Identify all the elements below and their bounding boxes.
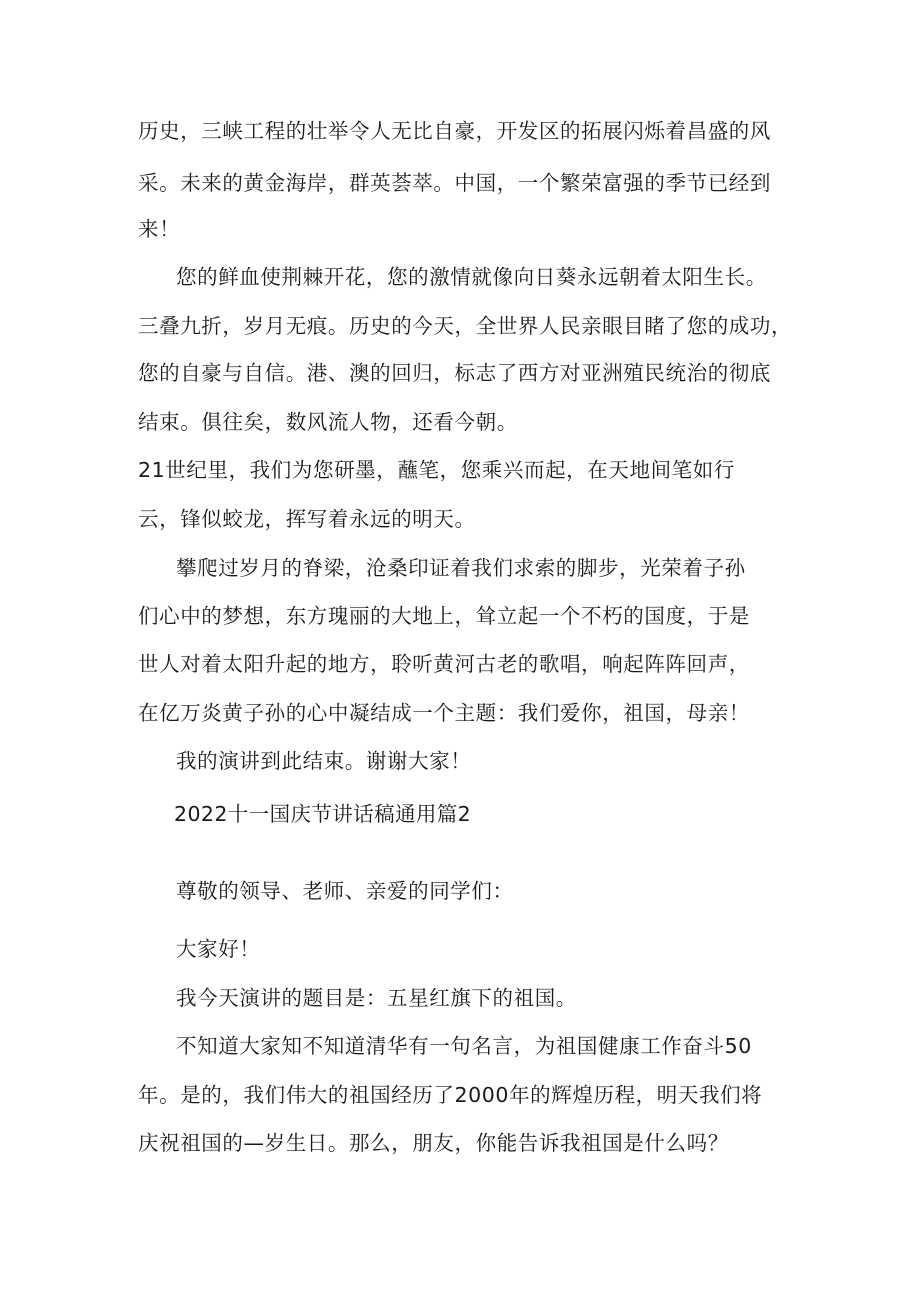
paragraph-line: 您的自豪与自信。港、澳的回归，标志了西方对亚洲殖民统治的彻底 <box>138 361 771 385</box>
paragraph-line: 世人对着太阳升起的地方，聆听黄河古老的歌唱，响起阵阵回声， <box>138 652 750 676</box>
paragraph-line: 云，锋似蛟龙，挥写着永远的明天。 <box>138 507 476 531</box>
section-heading: 2022十一国庆节讲话稿通用篇2 <box>174 802 472 826</box>
speech-topic: 我今天演讲的题目是：五星红旗下的祖国。 <box>176 986 577 1010</box>
paragraph-line: 攀爬过岁月的脊梁，沧桑印证着我们求索的脚步，光荣着子孙 <box>176 556 746 580</box>
paragraph-line: 不知道大家知不知道清华有一句名言，为祖国健康工作奋斗50 <box>176 1034 752 1058</box>
paragraph-line: 采。未来的黄金海岸，群英荟萃。中国，一个繁荣富强的季节已经到 <box>138 171 771 195</box>
paragraph-line: 结束。俱往矣，数风流人物，还看今朝。 <box>138 410 518 434</box>
greeting: 大家好！ <box>176 937 261 961</box>
paragraph-line: 们心中的梦想，东方瑰丽的大地上，耸立起一个不朽的国度，于是 <box>138 604 750 628</box>
paragraph-line: 庆祝祖国的—岁生日。那么，朋友，你能告诉我祖国是什么吗？ <box>138 1131 729 1155</box>
paragraph-line: 21世纪里，我们为您研墨，蘸笔，您乘兴而起，在天地间笔如行 <box>138 458 735 482</box>
paragraph-line: 历史，三峡工程的壮举令人无比自豪，开发区的拓展闪烁着昌盛的风 <box>138 119 771 143</box>
paragraph-line: 年。是的，我们伟大的祖国经历了2000年的辉煌历程，明天我们将 <box>138 1083 763 1107</box>
paragraph-line: 来！ <box>138 217 181 241</box>
paragraph-line: 在亿万炎黄子孙的心中凝结成一个主题：我们爱你，祖国，母亲！ <box>138 701 750 725</box>
salutation: 尊敬的领导、老师、亲爱的同学们： <box>176 879 514 903</box>
closing-line: 我的演讲到此结束。谢谢大家！ <box>176 749 472 773</box>
paragraph-line: 三叠九折，岁月无痕。历史的今天，全世界人民亲眼目睹了您的成功， <box>138 314 793 338</box>
paragraph-line: 您的鲜血使荆棘开花，您的激情就像向日葵永远朝着太阳生长。 <box>176 265 767 289</box>
